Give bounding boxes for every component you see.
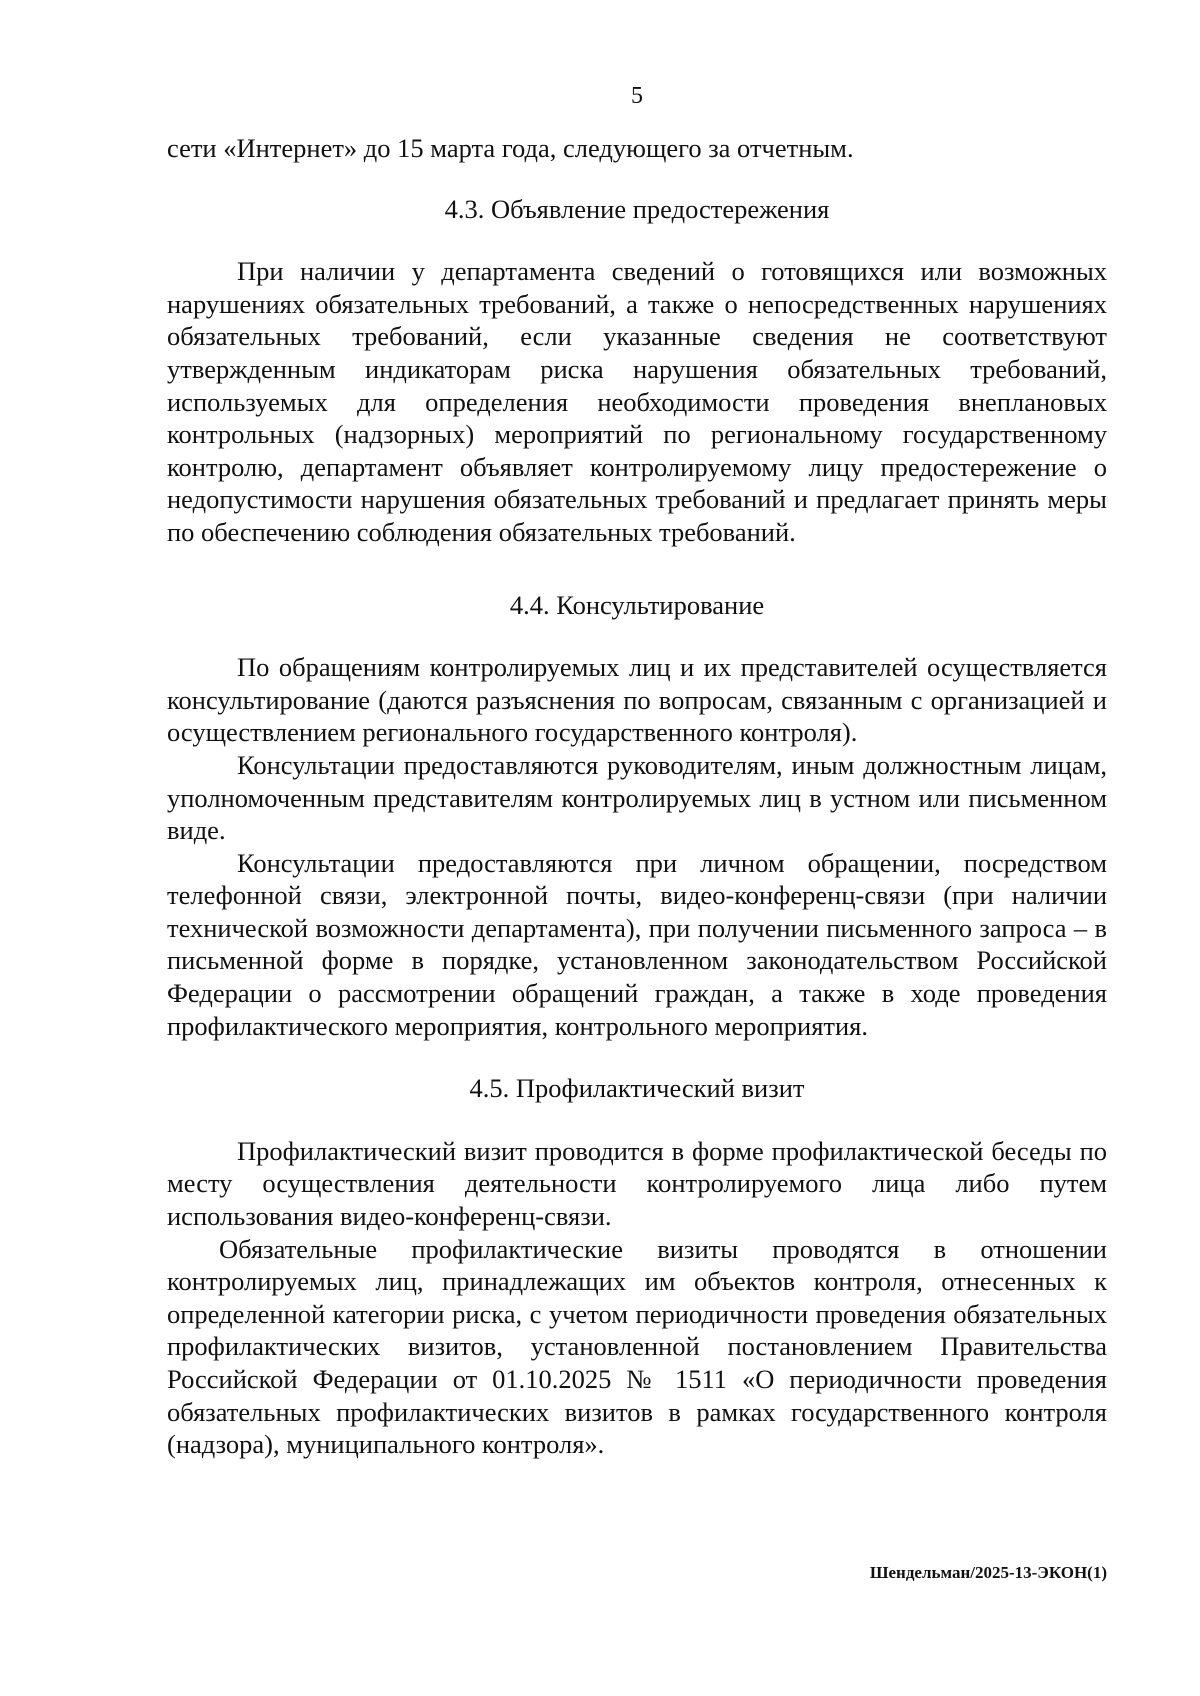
section-heading-4-5: 4.5. Профилактический визит	[469, 1073, 805, 1104]
paragraph-4-5-1: Профилактический визит проводится в форме профилактической беседы по месту осуществления деятельности контролируемого лица либо путем использования видео-конференц-связи.	[167, 1135, 1107, 1232]
lead-paragraph: сети «Интернет» до 15 марта года, следующего за отчетным.	[167, 133, 854, 163]
page-number: 5	[631, 83, 643, 109]
document-page	[167, 0, 1107, 1696]
paragraph-4-4-1: По обращениям контролируемых лиц и их представителей осуществляется консультирование (даются разъяснения по вопросам, связанным с организацией и осуществлением регионального государственного контроля).	[167, 652, 1107, 748]
document-body	[167, 132, 1107, 1461]
section-heading-4-4: 4.4. Консультирование	[509, 589, 765, 620]
section-heading-4-3: 4.3. Объявление предостережения	[444, 193, 830, 224]
paragraph-4-5-2: Обязательные профилактические визиты проводятся в отношении контролируемых лиц, принадлежащих им объектов контроля, отнесенных к определенной категории риска, с учетом периодичности проведения обязательных профилактических визитов, установленной постановлением Правительства Российской Федерации от 01.10.2025 № 1511 «О периодичности проведения обязательных профилактических визитов в рамках государственного контроля (надзора), муниципального контроля».	[167, 1233, 1107, 1460]
paragraph-4-4-3: Консультации предоставляются при личном обращении, посредством телефонной связи, электронной почты, видео-конференц-связи (при наличии технической возможности департамента), при получении письменного запроса – в письменной форме в порядке, установленном законодательством Российской Федерации о рассмотрении обращений граждан, а также в ходе проведения профилактического мероприятия, контрольного мероприятия.	[167, 847, 1107, 1041]
document-footer-code: Шендельман/2025-13-ЭКОН(1)	[869, 1563, 1107, 1582]
paragraph-4-3-1: При наличии у департамента сведений о готовящихся или возможных нарушениях обязательных требований, а также о непосредственных нарушениях обязательных требований, если указанные сведения не соответствуют утвержденным индикаторам риска нарушения обязательных требований, используемых для определения необходимости проведения внеплановых контрольных (надзорных) мероприятий по региональному государственному контролю, департамент объявляет контролируемому лицу предостережение о недопустимости нарушения обязательных требований и предлагает принять меры по обеспечению соблюдения обязательных требований.	[167, 256, 1107, 547]
paragraph-4-4-2: Консультации предоставляются руководителям, иным должностным лицам, уполномоченным представителям контролируемых лиц в устном или письменном виде.	[167, 749, 1107, 846]
